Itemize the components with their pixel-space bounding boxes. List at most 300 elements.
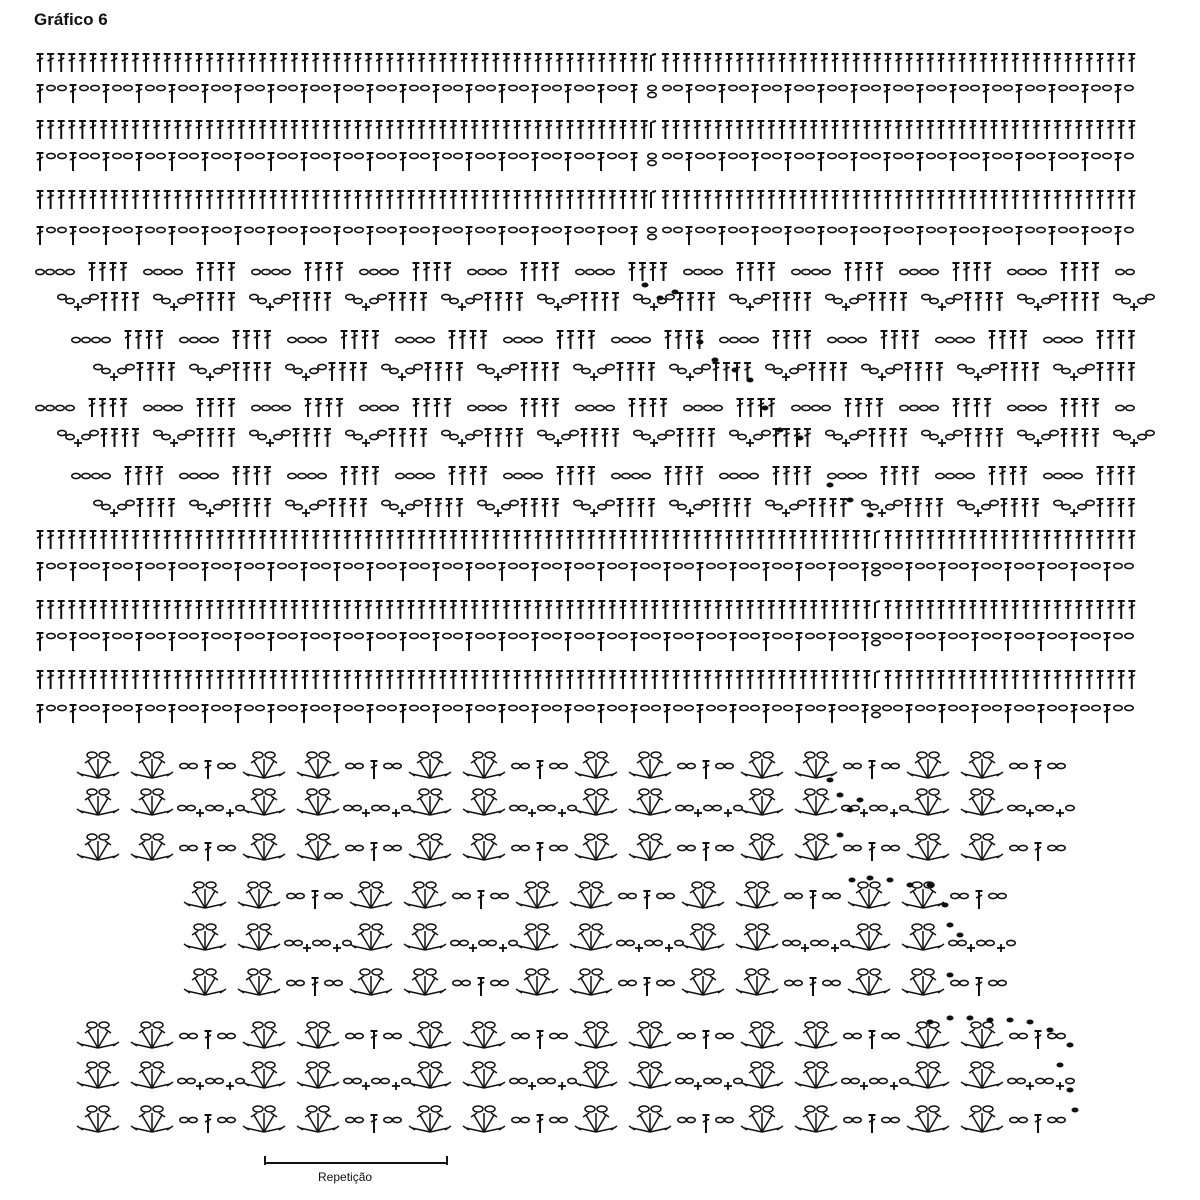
shell-cluster-icon (243, 752, 285, 778)
slip-stitch-icon (867, 876, 874, 881)
chain-stitch-icon (1048, 1033, 1056, 1038)
double-crochet-icon (205, 761, 212, 779)
chain-stitch-icon (784, 633, 792, 638)
double-crochet-icon (47, 601, 54, 619)
double-crochet-icon (602, 293, 609, 311)
double-crochet-icon (620, 601, 627, 619)
chain-stitch-icon (642, 473, 650, 478)
chain-stitch-icon (576, 269, 584, 274)
chain-stitch-icon (157, 563, 165, 568)
chain-stitch-icon (198, 368, 206, 373)
double-crochet-icon (1128, 54, 1135, 72)
double-crochet-icon (713, 363, 720, 381)
chain-stitch-icon (500, 980, 508, 985)
chain-stitch-icon (993, 705, 1001, 710)
double-crochet-icon (863, 531, 870, 549)
chain-stitch-icon (102, 504, 110, 509)
double-crochet-icon (410, 293, 417, 311)
chain-stitch-icon (1146, 294, 1154, 299)
chain-stitch-icon (113, 563, 121, 568)
double-crochet-icon (79, 54, 86, 72)
chain-stitch-icon (834, 298, 842, 303)
double-crochet-icon (268, 153, 275, 171)
chain-stitch-icon (1059, 705, 1067, 710)
double-crochet-icon (100, 601, 107, 619)
double-crochet-icon (386, 121, 393, 139)
double-crochet-icon (542, 363, 549, 381)
double-crochet-icon (408, 121, 415, 139)
double-crochet-icon (631, 705, 638, 723)
single-crochet-icon (694, 1082, 702, 1090)
shell-cluster-icon (463, 752, 505, 778)
chain-stitch-icon (826, 430, 834, 435)
chain-stitch-icon (879, 805, 887, 810)
double-crochet-icon (37, 153, 44, 171)
chain-stitch-icon (355, 633, 363, 638)
double-crochet-icon (999, 331, 1006, 349)
chain-stitch-icon (1008, 1078, 1016, 1083)
shell-cluster-icon (131, 789, 173, 815)
double-crochet-icon (429, 531, 436, 549)
chain-stitch-icon (956, 473, 964, 478)
double-crochet-icon (747, 191, 754, 209)
double-crochet-icon (917, 85, 924, 103)
double-crochet-icon (121, 121, 128, 139)
chain-stitch-icon (1125, 633, 1133, 638)
chain-stitch-icon (47, 85, 55, 90)
double-crochet-icon (719, 153, 726, 171)
chain-stitch-icon (619, 633, 627, 638)
double-crochet-icon (217, 671, 224, 689)
double-crochet-icon (620, 191, 627, 209)
chain-stitch-icon (487, 85, 495, 90)
slip-stitch-icon (712, 358, 719, 363)
double-crochet-icon (259, 121, 266, 139)
chain-stitch-icon (90, 294, 98, 299)
shell-cluster-icon (350, 882, 392, 908)
double-crochet-icon (900, 429, 907, 447)
chain-stitch-icon (370, 269, 378, 274)
double-crochet-icon (1082, 227, 1089, 245)
double-crochet-icon (344, 121, 351, 139)
double-crochet-icon (545, 531, 552, 549)
double-crochet-icon (912, 331, 919, 349)
double-crochet-icon (862, 633, 869, 651)
chain-stitch-icon (894, 500, 902, 505)
chain-stitch-icon (900, 405, 908, 410)
double-crochet-icon (333, 671, 340, 689)
chain-stitch-icon (720, 337, 728, 342)
chain-stitch-icon (542, 705, 550, 710)
double-crochet-icon (662, 531, 669, 549)
chain-stitch-icon (206, 805, 214, 810)
chain-stitch-icon (289, 563, 297, 568)
chain-stitch-icon (514, 473, 522, 478)
single-crochet-icon (499, 944, 507, 952)
double-crochet-icon (785, 153, 792, 171)
double-crochet-icon (965, 429, 972, 447)
chain-stitch-icon (861, 85, 869, 90)
double-crochet-icon (206, 531, 213, 549)
double-crochet-icon (730, 633, 737, 651)
double-crochet-icon (963, 399, 970, 417)
chain-stitch-icon (520, 633, 528, 638)
double-crochet-icon (312, 671, 319, 689)
double-crochet-icon (446, 499, 453, 517)
double-crochet-icon (146, 467, 153, 485)
double-crochet-icon (516, 293, 523, 311)
single-crochet-icon (558, 809, 566, 817)
chain-stitch-icon (410, 85, 418, 90)
chain-stitch-icon (707, 705, 715, 710)
double-crochet-icon (863, 671, 870, 689)
chain-stitch-icon (1018, 269, 1026, 274)
chain-stitch-icon (844, 1117, 852, 1122)
chain-stitch-icon (622, 337, 630, 342)
double-crochet-icon (677, 293, 684, 311)
chain-stitch-icon (586, 633, 594, 638)
double-crochet-icon (885, 191, 892, 209)
double-crochet-icon (862, 705, 869, 723)
chain-stitch-icon (421, 85, 429, 90)
double-crochet-icon (631, 563, 638, 581)
chain-stitch-icon (608, 227, 616, 232)
shell-cluster-icon (297, 789, 339, 815)
chain-stitch-icon (396, 337, 404, 342)
chain-stitch-icon (642, 337, 650, 342)
chain-stitch-icon (1048, 633, 1056, 638)
double-crochet-icon (1012, 121, 1019, 139)
chain-stitch-icon (713, 1078, 721, 1083)
chain-stitch-icon (842, 1078, 850, 1083)
double-crochet-icon (665, 467, 672, 485)
single-crochet-icon (860, 809, 868, 817)
chain-stitch-icon (189, 845, 197, 850)
double-crochet-icon (521, 263, 528, 281)
double-crochet-icon (365, 601, 372, 619)
double-crochet-icon (435, 363, 442, 381)
chain-stitch-icon (1004, 153, 1012, 158)
chain-stitch-icon (215, 1078, 223, 1083)
double-crochet-icon (779, 601, 786, 619)
chain-stitch-icon (144, 405, 152, 410)
chain-stitch-icon (454, 85, 462, 90)
double-crochet-icon (312, 891, 319, 909)
slip-stitch-icon (1057, 1063, 1064, 1068)
double-crochet-icon (1075, 531, 1082, 549)
double-crochet-icon (514, 121, 521, 139)
double-crochet-icon (630, 671, 637, 689)
shell-cluster-icon (736, 969, 778, 995)
chain-stitch-icon (619, 705, 627, 710)
double-crochet-icon (895, 671, 902, 689)
double-crochet-icon (99, 399, 106, 417)
double-crochet-icon (202, 153, 209, 171)
double-crochet-icon (1107, 499, 1114, 517)
single-crochet-icon (590, 373, 598, 381)
chain-stitch-icon (1125, 227, 1133, 232)
chain-stitch-icon (823, 893, 831, 898)
double-crochet-icon (736, 671, 743, 689)
single-crochet-icon (494, 509, 502, 517)
slip-stitch-icon (762, 406, 769, 411)
chain-stitch-icon (883, 563, 891, 568)
chain-stitch-icon (674, 153, 682, 158)
chain-stitch-icon (982, 504, 990, 509)
chain-stitch-icon (598, 368, 606, 373)
shell-cluster-icon (741, 752, 783, 778)
chain-stitch-icon (313, 940, 321, 945)
chain-stitch-icon (210, 337, 218, 342)
shell-cluster-icon (243, 834, 285, 860)
shell-cluster-icon (409, 1106, 451, 1132)
double-crochet-icon (132, 531, 139, 549)
double-crochet-icon (37, 85, 44, 103)
double-crochet-icon (969, 121, 976, 139)
chain-stitch-icon (1066, 1078, 1074, 1083)
double-crochet-icon (581, 429, 588, 447)
chain-stitch-icon (894, 705, 902, 710)
double-crochet-icon (535, 531, 542, 549)
double-crochet-icon (876, 399, 883, 417)
double-crochet-icon (698, 293, 705, 311)
double-crochet-icon (545, 601, 552, 619)
shell-cluster-icon (629, 1022, 671, 1048)
chain-stitch-icon (47, 633, 55, 638)
double-crochet-icon (1011, 363, 1018, 381)
chain-stitch-icon (685, 705, 693, 710)
double-crochet-icon (110, 399, 117, 417)
double-crochet-icon (768, 121, 775, 139)
chain-stitch-icon (1026, 227, 1034, 232)
chain-stitch-icon (725, 763, 733, 768)
double-crochet-icon (869, 1031, 876, 1049)
double-crochet-icon (254, 363, 261, 381)
double-crochet-icon (521, 499, 528, 517)
double-crochet-icon (259, 531, 266, 549)
double-crochet-icon (664, 633, 671, 651)
chain-stitch-icon (696, 85, 704, 90)
double-crochet-icon (1128, 671, 1135, 689)
chain-stitch-icon (126, 364, 134, 369)
shell-cluster-icon (131, 1022, 173, 1048)
chain-stitch-icon (245, 85, 253, 90)
chain-stitch-icon (1054, 364, 1062, 369)
double-crochet-icon (355, 601, 362, 619)
chain-stitch-icon (619, 153, 627, 158)
shell-cluster-icon (907, 789, 949, 815)
chain-stitch-icon (920, 405, 928, 410)
double-crochet-icon (68, 601, 75, 619)
chain-stitch-icon (1114, 705, 1122, 710)
double-crochet-icon (974, 263, 981, 281)
chain-stitch-icon (790, 504, 798, 509)
double-crochet-icon (344, 531, 351, 549)
single-crochet-icon (1130, 303, 1138, 311)
chain-stitch-icon (256, 153, 264, 158)
double-crochet-icon (323, 671, 330, 689)
chain-stitch-icon (1037, 227, 1045, 232)
chain-stitch-icon (811, 940, 819, 945)
chain-stitch-icon (740, 633, 748, 638)
chain-stitch-icon (454, 563, 462, 568)
chain-stitch-icon (802, 269, 810, 274)
double-crochet-icon (371, 1115, 378, 1133)
double-crochet-icon (218, 293, 225, 311)
single-crochet-icon (170, 439, 178, 447)
double-crochet-icon (818, 85, 825, 103)
chain-stitch-icon (1062, 368, 1070, 373)
chain-stitch-icon (844, 845, 852, 850)
chain-stitch-icon (848, 337, 856, 342)
double-crochet-icon (312, 191, 319, 209)
double-crochet-icon (938, 191, 945, 209)
chain-stitch-icon (870, 805, 878, 810)
double-crochet-icon (986, 293, 993, 311)
double-crochet-icon (719, 227, 726, 245)
chain-stitch-icon (187, 805, 195, 810)
chain-stitch-icon (812, 269, 820, 274)
double-crochet-icon (471, 121, 478, 139)
chain-stitch-icon (258, 434, 266, 439)
chain-stitch-icon (212, 85, 220, 90)
double-crochet-icon (726, 671, 733, 689)
chain-stitch-icon (598, 504, 606, 509)
shell-cluster-icon (736, 882, 778, 908)
double-crochet-icon (845, 399, 852, 417)
chain-stitch-icon (353, 805, 361, 810)
double-crochet-icon (197, 429, 204, 447)
chain-stitch-icon (322, 153, 330, 158)
chain-stitch-icon (256, 563, 264, 568)
chain-stitch-icon (794, 893, 802, 898)
double-crochet-icon (853, 54, 860, 72)
chain-stitch-icon (1008, 805, 1016, 810)
chain-stitch-icon (678, 1117, 686, 1122)
shell-cluster-icon (77, 752, 119, 778)
double-crochet-icon (514, 54, 521, 72)
single-crochet-icon (938, 303, 946, 311)
shell-cluster-icon (77, 1022, 119, 1048)
double-crochet-icon (376, 191, 383, 209)
double-crochet-icon (514, 191, 521, 209)
chain-stitch-icon (762, 294, 770, 299)
chain-stitch-icon (498, 405, 506, 410)
chain-stitch-icon (82, 298, 90, 303)
chain-stitch-icon (534, 473, 542, 478)
chain-stitch-icon (509, 227, 517, 232)
double-crochet-icon (853, 191, 860, 209)
double-crochet-icon (365, 54, 372, 72)
chain-stitch-icon (1122, 434, 1130, 439)
double-crochet-icon (1128, 601, 1135, 619)
chain-stitch-icon (1126, 269, 1134, 274)
double-crochet-icon (205, 843, 212, 861)
slip-stitch-icon (887, 878, 894, 883)
chain-stitch-icon (1048, 563, 1056, 568)
chain-stitch-icon (559, 1117, 567, 1122)
double-crochet-icon (989, 331, 996, 349)
shell-cluster-icon (629, 834, 671, 860)
shell-cluster-icon (741, 1106, 783, 1132)
double-crochet-icon (983, 227, 990, 245)
chain-stitch-icon (740, 705, 748, 710)
double-crochet-icon (70, 227, 77, 245)
double-crochet-icon (719, 85, 726, 103)
chain-stitch-icon (894, 153, 902, 158)
double-crochet-icon (726, 191, 733, 209)
chain-stitch-icon (707, 153, 715, 158)
double-crochet-icon (737, 263, 744, 281)
double-crochet-icon (704, 671, 711, 689)
double-crochet-icon (869, 429, 876, 447)
chain-stitch-icon (828, 153, 836, 158)
chain-stitch-icon (250, 294, 258, 299)
chain-stitch-icon (410, 563, 418, 568)
double-crochet-icon (90, 54, 97, 72)
double-crochet-icon (1082, 429, 1089, 447)
double-crochet-icon (336, 399, 343, 417)
chain-stitch-icon (56, 405, 64, 410)
double-crochet-icon (103, 227, 110, 245)
double-crochet-icon (450, 601, 457, 619)
double-crochet-icon (542, 399, 549, 417)
double-crochet-icon (591, 293, 598, 311)
double-crochet-icon (630, 601, 637, 619)
chain-stitch-icon (861, 227, 869, 232)
double-crochet-icon (99, 263, 106, 281)
double-crochet-icon (715, 121, 722, 139)
single-crochet-icon (1034, 303, 1042, 311)
chain-stitch-icon (318, 364, 326, 369)
double-crochet-icon (333, 601, 340, 619)
double-crochet-icon (821, 191, 828, 209)
double-crochet-icon (482, 121, 489, 139)
double-crochet-icon (704, 531, 711, 549)
double-crochet-icon (136, 633, 143, 651)
double-crochet-icon (598, 633, 605, 651)
double-crochet-icon (830, 363, 837, 381)
double-crochet-icon (885, 54, 892, 72)
double-crochet-icon (794, 467, 801, 485)
chain-stitch-icon (1064, 473, 1072, 478)
double-crochet-icon (174, 121, 181, 139)
chain-stitch-icon (390, 405, 398, 410)
shell-cluster-icon (77, 789, 119, 815)
double-crochet-icon (708, 429, 715, 447)
chain-stitch-icon (839, 227, 847, 232)
chain-stitch-icon (628, 980, 636, 985)
double-crochet-icon (704, 601, 711, 619)
chain-stitch-icon (684, 269, 692, 274)
single-crochet-icon (831, 944, 839, 952)
chain-stitch-icon (817, 563, 825, 568)
double-crochet-icon (1107, 531, 1114, 549)
chain-stitch-icon (377, 85, 385, 90)
double-crochet-icon (976, 891, 983, 909)
chain-stitch-icon (750, 473, 758, 478)
double-crochet-icon (900, 293, 907, 311)
double-crochet-icon (153, 601, 160, 619)
chain-stitch-icon (550, 1033, 558, 1038)
double-crochet-icon (120, 263, 127, 281)
single-crochet-icon (842, 303, 850, 311)
double-crochet-icon (1061, 399, 1068, 417)
double-crochet-icon (68, 531, 75, 549)
double-crochet-icon (470, 331, 477, 349)
shell-cluster-icon (516, 969, 558, 995)
double-crochet-icon (1033, 191, 1040, 209)
